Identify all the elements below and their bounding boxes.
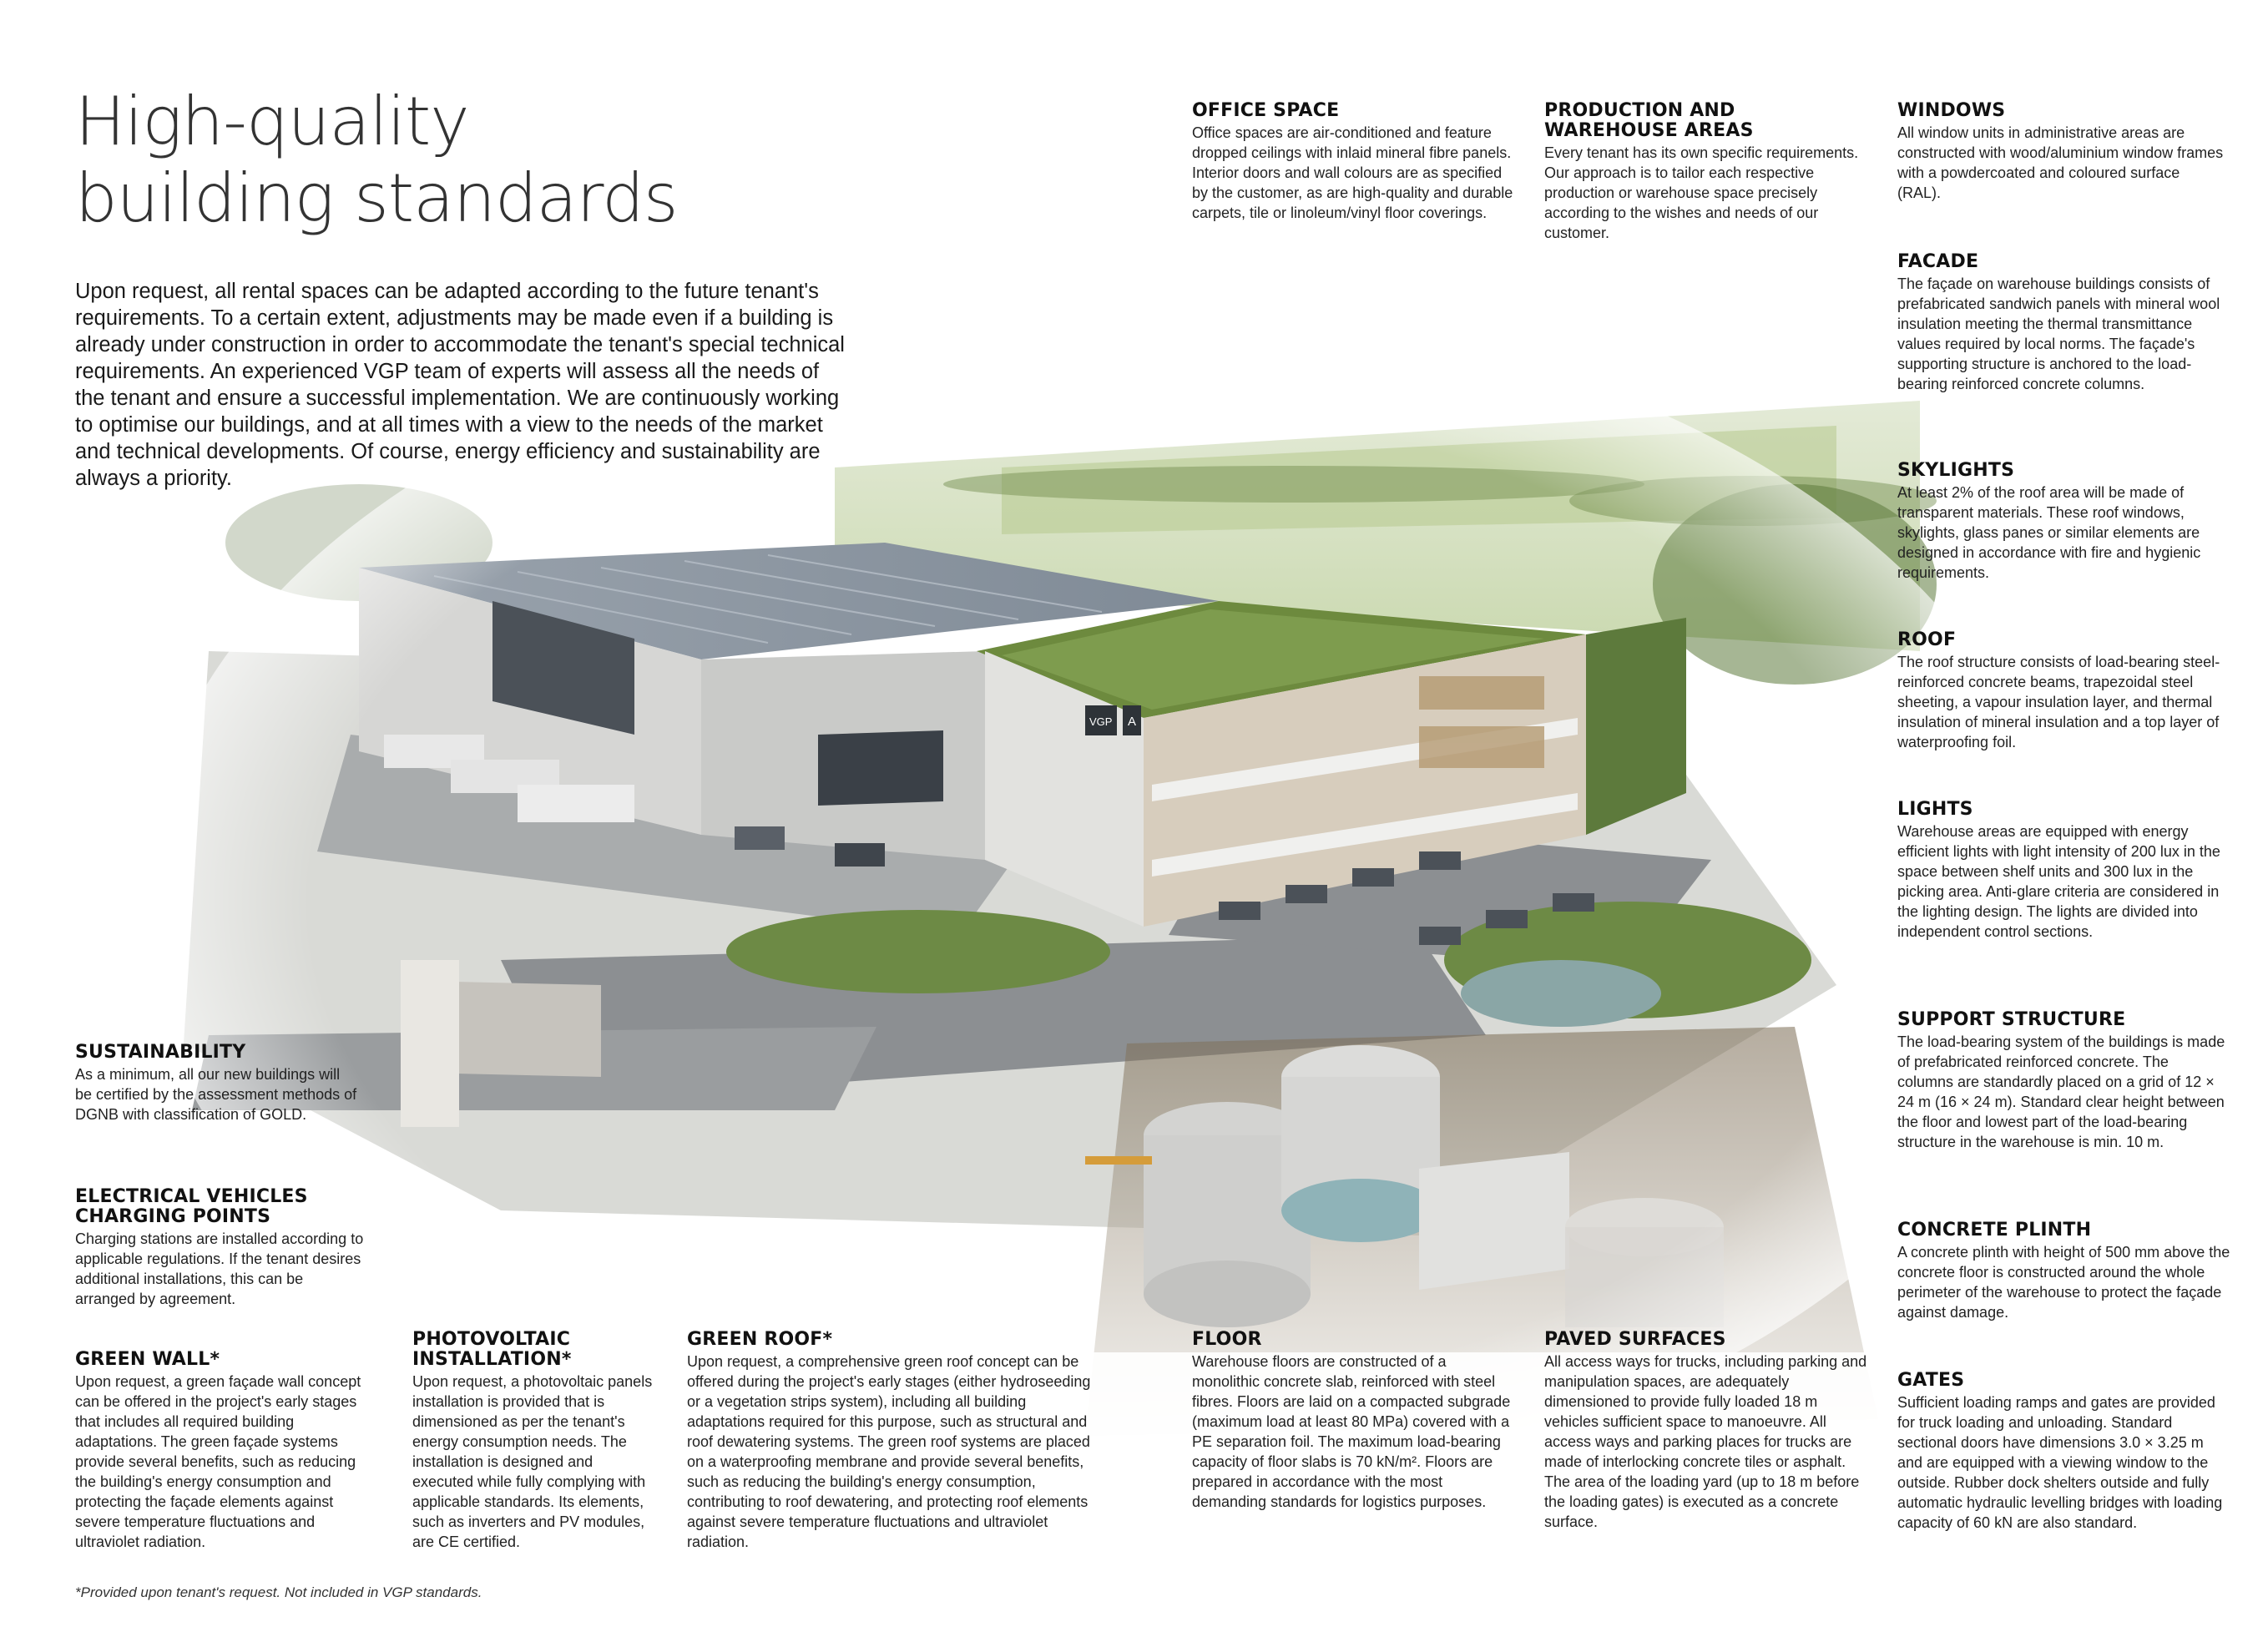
- section-body: Warehouse floors are constructed of a monolithic concrete slab, reinforced with steel fibres. Floors are laid on a compacted subgrade (maximum load at least 80 MPa) covered with a PE separation foil. The maximum load-bearing capacity of floor slabs is 70 kN/m². Floors are prepared in accordance with the most demanding standards for logistics purposes.: [1192, 1353, 1511, 1510]
- section-body: Upon request, a comprehensive green roof concept can be offered during the project's early stages (either hydroseeding or a vegetation strips system), including all building adaptations required for this purpose, such as structural and roof dewatering systems. The green roof systems are placed on a waterproofing membrane and provide several benefits, such as reducing the building's energy consumption, contributing to roof dewatering, and protecting roof elements against severe temperature fluctuations and ultraviolet radiation.: [687, 1353, 1091, 1550]
- section-production: [1544, 101, 1861, 243]
- section-body: Upon request, a photovoltaic panels installation is provided that is dimensioned as per the tenant's energy consumption needs. The installation is designed and executed while fully complying with applicable standards. Its elements, such as inverters and PV modules, are CE certified.: [412, 1373, 653, 1550]
- section-lights: [1897, 800, 2227, 942]
- section-heading: FACADE: [1897, 251, 1979, 272]
- section-paved-surfaces: [1544, 1330, 1870, 1532]
- section-heading: CONCRETE PLINTH: [1897, 1220, 2092, 1240]
- section-heading: PHOTOVOLTAIC INSTALLATION*: [412, 1329, 572, 1370]
- section-heading: GREEN ROOF*: [687, 1329, 833, 1350]
- section-office-space: [1192, 101, 1518, 223]
- section-heading: SKYLIGHTS: [1897, 460, 2015, 481]
- section-photovoltaic: [412, 1330, 654, 1552]
- section-heading: SUPPORT STRUCTURE: [1897, 1009, 2126, 1030]
- section-body: Every tenant has its own specific requirements. Our approach is to tailor each respective production or warehouse space precisely according to the wishes and needs of our customer.: [1544, 144, 1859, 241]
- section-heading: ROOF: [1897, 629, 1957, 650]
- section-support-structure: [1897, 1010, 2227, 1152]
- section-heading: FLOOR: [1192, 1329, 1262, 1350]
- section-concrete-plinth: [1897, 1220, 2235, 1322]
- section-body: At least 2% of the roof area will be made of transparent materials. These roof windows, skylights, glass panes or similar elements are designed in accordance with fire and hygienic requirements.: [1897, 484, 2201, 581]
- section-gates: [1897, 1371, 2227, 1533]
- section-heading: PAVED SURFACES: [1544, 1329, 1726, 1350]
- section-roof: [1897, 630, 2227, 752]
- section-body: As a minimum, all our new buildings will be certified by the assessment methods of DGNB with classification of GOLD.: [75, 1066, 357, 1123]
- section-heading: SUSTAINABILITY: [75, 1042, 246, 1063]
- section-heading: ELECTRICAL VEHICLES CHARGING POINTS: [75, 1186, 308, 1227]
- section-body: Charging stations are installed according to applicable regulations. If the tenant desires additional installations, this can be arranged by agreement.: [75, 1230, 364, 1307]
- section-windows: [1897, 101, 2227, 203]
- section-body: All window units in administrative areas are constructed with wood/aluminium window frames with a powdercoated and coloured surface (RAL).: [1897, 124, 2224, 201]
- section-body: The roof structure consists of load-bearing steel-reinforced concrete beams, trapezoidal steel sheeting, a vapour insulation layer, and thermal insulation of mineral insulation and a top layer of waterproofing foil.: [1897, 654, 2220, 750]
- section-body: Warehouse areas are equipped with energy efficient lights with light intensity of 200 lux in the space between shelf units and 300 lux in the picking area. Anti-glare criteria are considered in the lighting design. The lights are divided into independent control sections.: [1897, 823, 2220, 940]
- section-body: Office spaces are air-conditioned and feature dropped ceilings with inlaid mineral fibre panels. Interior doors and wall colours are as specified by the customer, as are high-quality and durable carpets, tile or linoleum/vinyl floor coverings.: [1192, 124, 1513, 221]
- section-ev-charging: [75, 1187, 367, 1309]
- section-heading: PRODUCTION AND WAREHOUSE AREAS: [1544, 100, 1754, 141]
- footnote: *Provided upon tenant's request. Not included in VGP standards.: [75, 1584, 482, 1600]
- section-green-roof: [687, 1330, 1100, 1552]
- section-heading: WINDOWS: [1897, 100, 2006, 121]
- page-title: [75, 83, 678, 237]
- section-body: The load-bearing system of the buildings is made of prefabricated reinforced concrete. The columns are standardly placed on a grid of 12 × 24 m (16 × 24 m). Standard clear height between the floor and lowest part of the load-bearing structure in the warehouse is min. 10 m.: [1897, 1033, 2225, 1150]
- title-line-1: High-quality: [75, 83, 469, 160]
- section-heading: LIGHTS: [1897, 799, 1973, 820]
- section-heading: GATES: [1897, 1370, 1965, 1391]
- title-line-2: building standards: [75, 159, 678, 237]
- section-facade: [1897, 252, 2227, 394]
- section-floor: [1192, 1330, 1518, 1512]
- section-sustainability: [75, 1043, 359, 1124]
- section-skylights: [1897, 461, 2227, 583]
- section-body: A concrete plinth with height of 500 mm above the concrete floor is constructed around the whole perimeter of the warehouse to protect the façade against damage.: [1897, 1244, 2230, 1321]
- section-body: All access ways for trucks, including parking and manipulation spaces, are adequately dimensioned to provide fully loaded 18 m vehicles sufficient space to manoeuvre. All access ways and parking places for trucks are made of interlocking concrete tiles or asphalt. The area of the loading yard (up to 18 m before the loading gates) is executed as a concrete surface.: [1544, 1353, 1867, 1530]
- section-heading: OFFICE SPACE: [1192, 100, 1340, 121]
- section-green-wall: [75, 1350, 367, 1552]
- intro-paragraph: Upon request, all rental spaces can be adapted according to the future tenant's requirements. To a certain extent, adjustments may be made even if a building is already under construction in order to accommodate the tenant's special technical requirements. An experienced VGP team of experts will assess all the needs of the tenant and ensure a successful implementation. We are continuously working to optimise our buildings, and at all times with a view to the needs of the market and technical developments. Of course, energy efficiency and sustainability are always a priority.: [75, 280, 845, 490]
- section-body: Sufficient loading ramps and gates are provided for truck loading and unloading. Standard sectional doors have dimensions 3.0 × 3.25 m and are equipped with a viewing window to the outside. Rubber dock shelters outside and fully automatic hydraulic levelling bridges with loading capacity of 60 kN are also standard.: [1897, 1394, 2223, 1531]
- section-heading: GREEN WALL*: [75, 1349, 220, 1370]
- section-body: Upon request, a green façade wall concept can be offered in the project's early stages that includes all required building adaptations. The green façade systems provide several benefits, such as reducing the building's energy consumption and protecting the façade elements against severe temperature fluctuations and ultraviolet radiation.: [75, 1373, 361, 1550]
- section-body: The façade on warehouse buildings consists of prefabricated sandwich panels with mineral wool insulation meeting the thermal transmittance values required by local norms. The façade's supporting structure is anchored to the load-bearing reinforced concrete columns.: [1897, 275, 2220, 392]
